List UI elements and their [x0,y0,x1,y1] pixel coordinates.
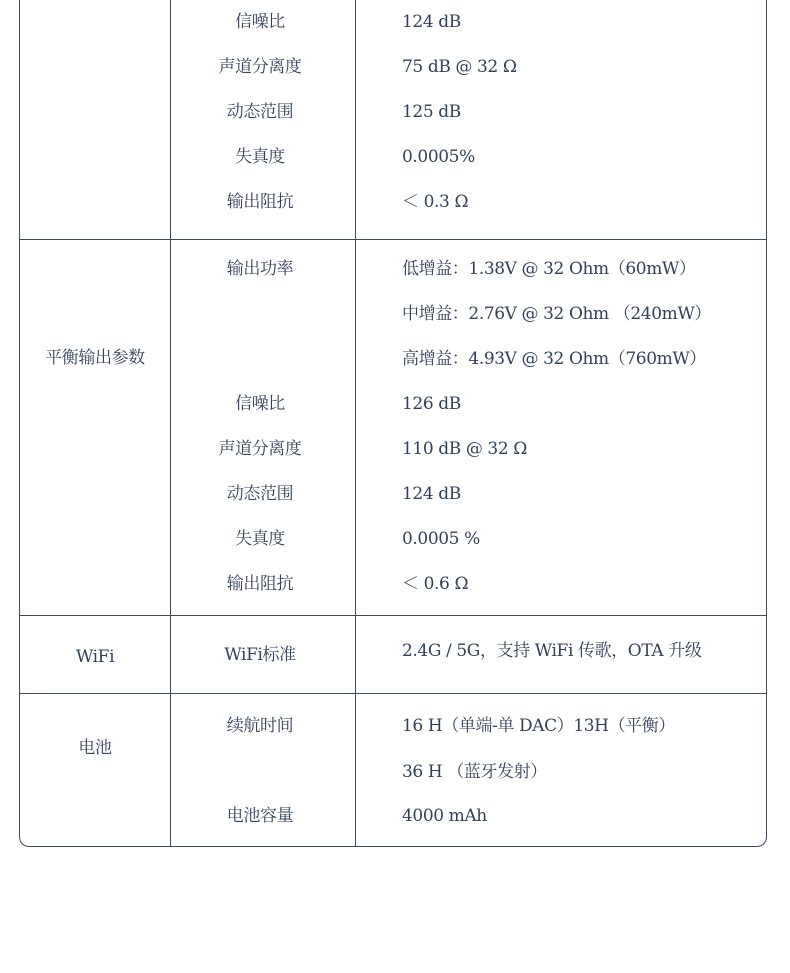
spec-label: 信噪比 [235,12,285,32]
spec-value: 中增益：2.76V @ 32 Ohm （240mW） [402,304,712,324]
spec-value: 4000 mAh [402,806,487,826]
spec-section-wifi [19,615,767,694]
spec-label: 续航时间 [226,716,294,736]
category-label: 电池 [78,738,112,758]
spec-label: 输出阻抗 [226,574,294,594]
spec-label: 失真度 [235,529,285,549]
spec-section-continued [19,0,767,240]
spec-value: 110 dB @ 32 Ω [402,439,527,459]
spec-label: 声道分离度 [218,57,302,77]
spec-value: 126 dB [402,394,461,414]
column-divider [355,693,356,846]
spec-value: 0.0005 % [402,529,480,549]
category-label: WiFi [75,647,115,667]
column-divider [355,239,356,615]
spec-value: 高增益：4.93V @ 32 Ohm（760mW） [402,349,707,369]
spec-label: 动态范围 [226,484,294,504]
spec-label: 声道分离度 [218,439,302,459]
spec-section-balanced-output [19,239,767,616]
spec-value: ＜ 0.6 Ω [402,574,469,594]
spec-label: 输出功率 [226,259,294,279]
spec-label: 信噪比 [235,394,285,414]
spec-value: ＜ 0.3 Ω [402,192,469,212]
column-divider [355,0,356,239]
spec-label: 输出阻抗 [226,192,294,212]
spec-value: 低增益：1.38V @ 32 Ohm（60mW） [402,259,696,279]
spec-value: 124 dB [402,484,461,504]
spec-value: 0.0005% [402,147,475,167]
spec-value: 36 H （蓝牙发射） [402,762,547,782]
spec-value: 125 dB [402,102,461,122]
column-divider [355,615,356,693]
spec-value: 124 dB [402,12,461,32]
spec-label: WiFi标准 [224,645,296,665]
spec-value: 2.4G / 5G，支持 WiFi 传歌，OTA 升级 [402,641,702,661]
column-divider [170,239,171,615]
spec-label: 电池容量 [226,806,294,826]
spec-section-battery [19,693,767,847]
spec-value: 16 H（单端-单 DAC）13H（平衡） [402,716,675,736]
spec-label: 失真度 [235,147,285,167]
spec-label: 动态范围 [226,102,294,122]
spec-value: 75 dB @ 32 Ω [402,57,517,77]
category-label: 平衡输出参数 [45,348,145,368]
